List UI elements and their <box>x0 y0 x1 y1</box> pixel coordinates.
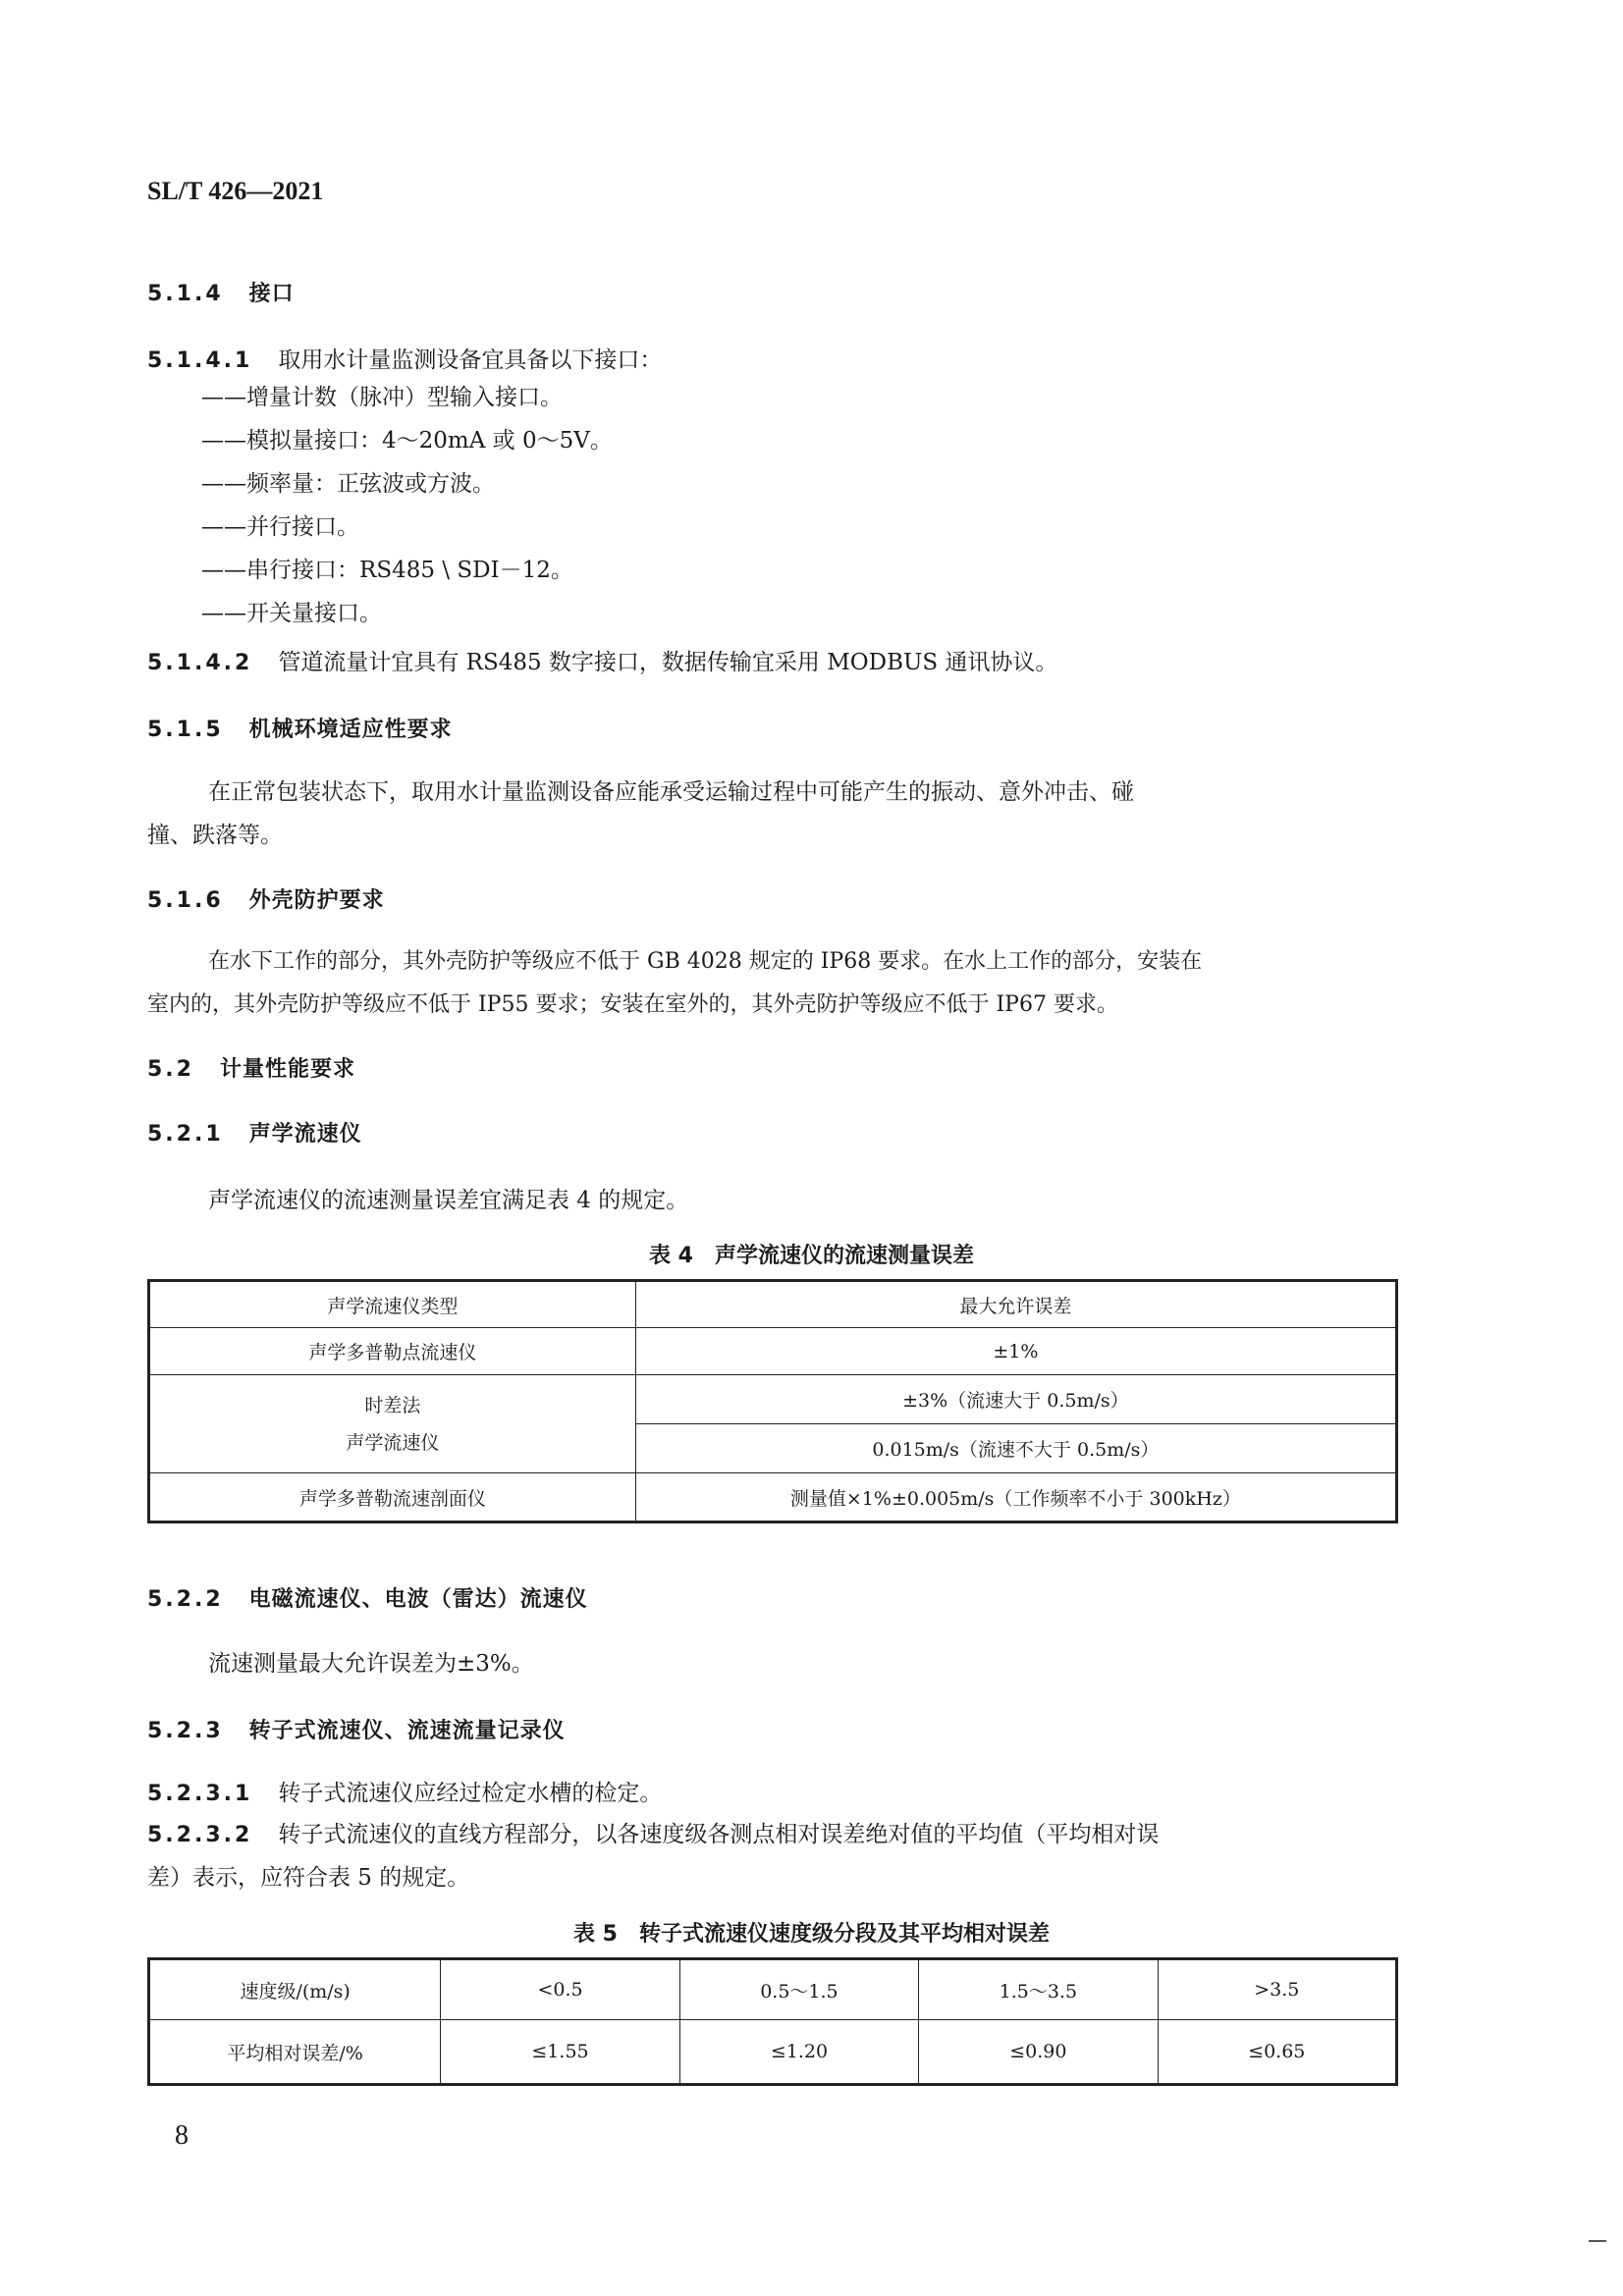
table-cell: ≤1.55 <box>441 2020 679 2085</box>
clause-5-1-4-2 <box>147 644 1057 676</box>
table-cell: 1.5～3.5 <box>919 1959 1158 2020</box>
list-item: ——模拟量接口：4～20mA 或 0～5V。 <box>201 428 613 454</box>
section-title: 机械环境适应性要求 <box>248 718 453 742</box>
list-item: ——增量计数（脉冲）型输入接口。 <box>201 385 563 410</box>
table-header-cell: 速度级/(m/s) <box>149 1959 441 2020</box>
interface-list <box>201 376 613 635</box>
table-cell: ±1% <box>635 1328 1396 1375</box>
section-title: 接口 <box>248 282 295 306</box>
clause-5-2-3-2 <box>147 1816 1159 1848</box>
section-number: 5.2.1 <box>147 1122 224 1147</box>
table-4 <box>147 1279 1398 1523</box>
paragraph-line: 流速测量最大允许误差为±3%。 <box>208 1651 534 1677</box>
paragraph-line: 撞、跌落等。 <box>147 823 283 848</box>
clause-number: 5.1.4.2 <box>147 651 253 675</box>
table-5 <box>147 1957 1398 2086</box>
section-5-1-4-heading <box>147 277 295 307</box>
scan-mark <box>1589 2240 1606 2242</box>
table-cell: 声学多普勒流速剖面仪 <box>149 1473 636 1522</box>
section-title: 声学流速仪 <box>248 1122 362 1147</box>
list-item: ——串行接口：RS485 \ SDI－12。 <box>201 558 573 583</box>
cell-line: 声学流速仪 <box>346 1431 440 1454</box>
clause-number: 5.2.3.2 <box>147 1823 253 1847</box>
table-cell: ±3%（流速大于 0.5m/s） <box>635 1375 1396 1424</box>
table-5-caption: 表 5 转子式流速仪速度级分段及其平均相对误差 <box>573 1922 1050 1947</box>
table-cell: ≤0.65 <box>1158 2020 1396 2085</box>
clause-text: 管道流量计宜具有 RS485 数字接口，数据传输宜采用 MODBUS 通讯协议。 <box>278 650 1058 675</box>
section-5-2-3-heading <box>147 1714 566 1744</box>
clause-5-1-4-1 <box>147 342 662 374</box>
section-5-1-5-heading <box>147 713 453 743</box>
section-number: 5.1.6 <box>147 888 224 913</box>
clause-number: 5.1.4.1 <box>147 348 253 373</box>
paragraph-line: 在水下工作的部分，其外壳防护等级应不低于 GB 4028 规定的 IP68 要求。在水上工作的部分，安装在 <box>208 949 1203 974</box>
table-row <box>149 1375 1397 1424</box>
table-row <box>149 1473 1397 1522</box>
section-5-2-1-heading <box>147 1117 362 1148</box>
table-cell: 0.015m/s（流速不大于 0.5m/s） <box>635 1424 1396 1473</box>
clause-text: 转子式流速仪应经过检定水槽的检定。 <box>278 1781 663 1806</box>
table-row <box>149 1328 1397 1375</box>
section-5-2-heading <box>147 1052 355 1083</box>
paragraph-line: 差）表示，应符合表 5 的规定。 <box>147 1865 470 1891</box>
clause-number: 5.2.3.1 <box>147 1782 253 1806</box>
section-5-1-6-heading <box>147 883 385 914</box>
table-4-caption: 表 4 声学流速仪的流速测量误差 <box>649 1244 974 1268</box>
document-id: SL/T 426—2021 <box>147 177 324 205</box>
table-row <box>149 2020 1397 2085</box>
paragraph-line: 在正常包装状态下，取用水计量监测设备应能承受运输过程中可能产生的振动、意外冲击、碰 <box>208 779 1134 805</box>
table-cell: ≤1.20 <box>679 2020 918 2085</box>
table-header-cell: 平均相对误差/% <box>149 2020 441 2085</box>
list-item: ——并行接口。 <box>201 514 359 540</box>
section-number: 5.1.4 <box>147 282 224 306</box>
paragraph-line: 声学流速仪的流速测量误差宜满足表 4 的规定。 <box>208 1188 689 1213</box>
section-number: 5.2 <box>147 1057 194 1082</box>
table-header-cell: 声学流速仪类型 <box>149 1281 636 1328</box>
table-row <box>149 1281 1397 1328</box>
table-cell: 声学多普勒点流速仪 <box>149 1328 636 1375</box>
section-title: 电磁流速仪、电波（雷达）流速仪 <box>248 1587 588 1612</box>
page-number: 8 <box>175 2120 189 2151</box>
section-number: 5.2.3 <box>147 1719 224 1743</box>
clause-text: 取用水计量监测设备宜具备以下接口： <box>278 347 663 373</box>
section-number: 5.2.2 <box>147 1587 224 1612</box>
table-cell <box>149 1375 636 1473</box>
clause-text: 转子式流速仪的直线方程部分，以各速度级各测点相对误差绝对值的平均值（平均相对误 <box>278 1822 1160 1847</box>
section-title: 外壳防护要求 <box>248 888 385 913</box>
section-title: 转子式流速仪、流速流量记录仪 <box>248 1719 566 1743</box>
section-5-2-2-heading <box>147 1582 588 1613</box>
section-title: 计量性能要求 <box>219 1057 355 1082</box>
table-cell: >3.5 <box>1158 1959 1396 2020</box>
table-header-cell: 最大允许误差 <box>635 1281 1396 1328</box>
list-item: ——频率量：正弦波或方波。 <box>201 471 495 497</box>
table-cell: 0.5～1.5 <box>679 1959 918 2020</box>
section-number: 5.1.5 <box>147 718 224 742</box>
list-item: ——开关量接口。 <box>201 601 382 626</box>
table-cell: ≤0.90 <box>919 2020 1158 2085</box>
table-cell: 测量值×1%±0.005m/s（工作频率不小于 300kHz） <box>635 1473 1396 1522</box>
table-row <box>149 1959 1397 2020</box>
cell-line: 时差法 <box>364 1394 421 1416</box>
paragraph-line: 室内的，其外壳防护等级应不低于 IP55 要求；安装在室外的，其外壳防护等级应不低于 IP67 要求。 <box>147 992 1118 1017</box>
table-cell: <0.5 <box>441 1959 679 2020</box>
clause-5-2-3-1 <box>147 1775 662 1807</box>
